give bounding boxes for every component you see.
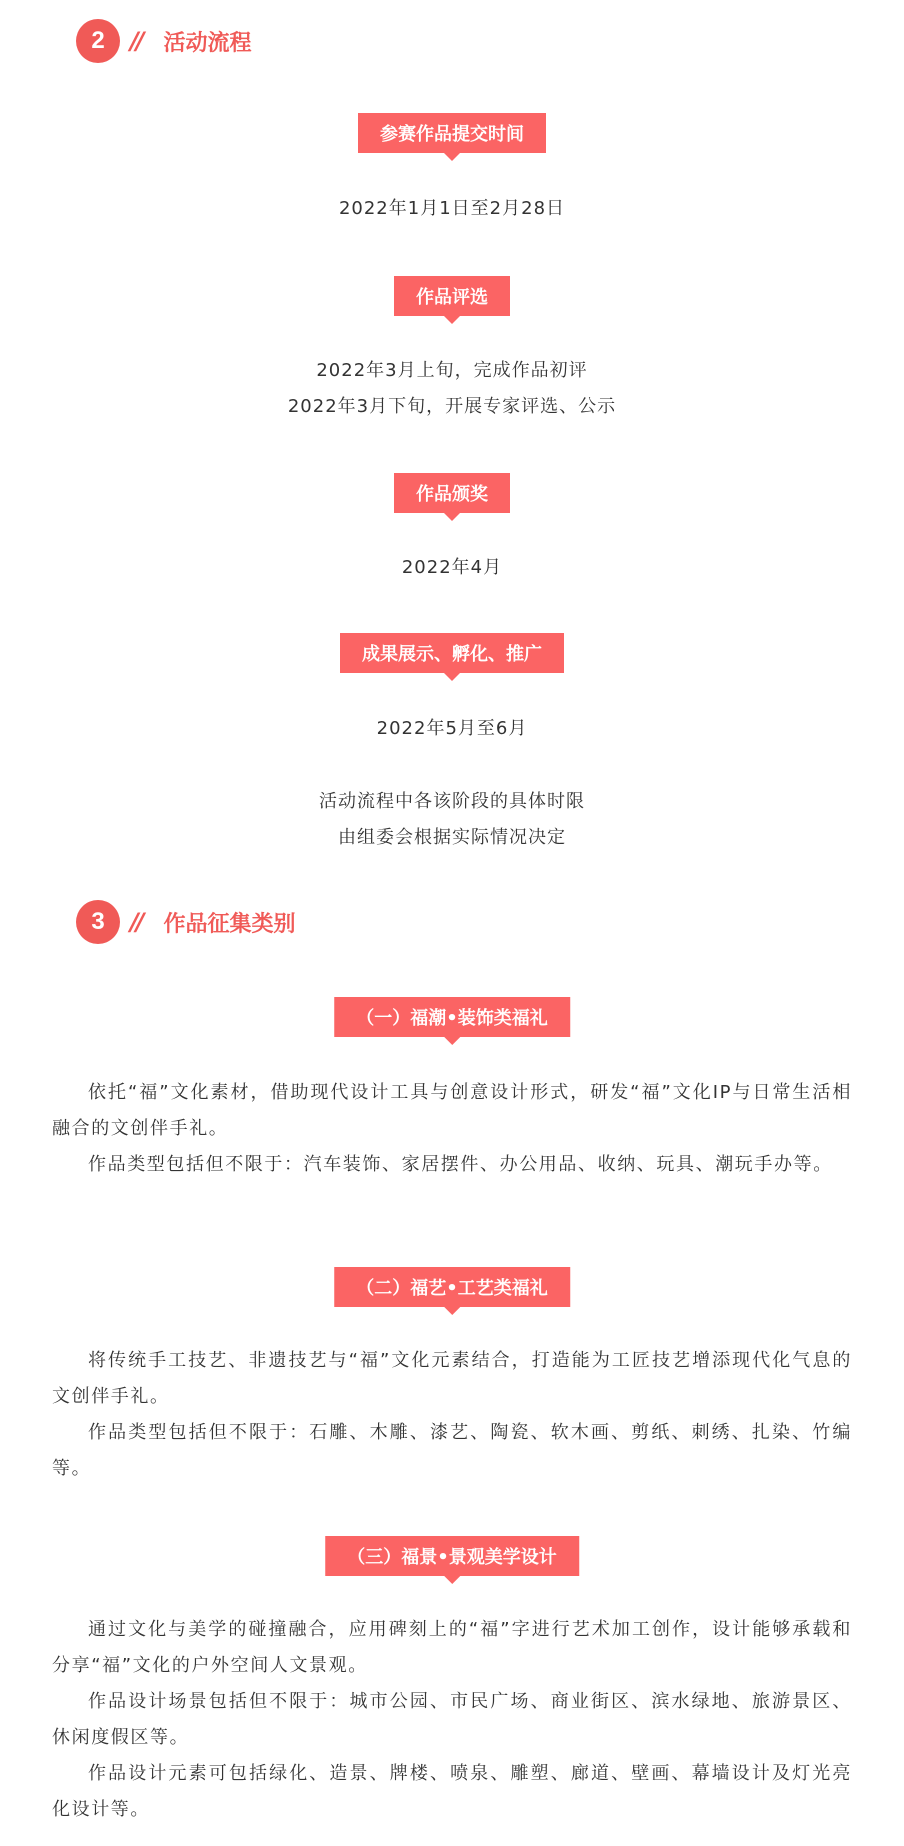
step-date-award: 2022年4月 — [401, 557, 503, 578]
section-title: 活动流程 — [163, 30, 252, 56]
category-tag-landscape: （三）福景•景观美学设计 — [325, 1536, 579, 1576]
category-paragraph: 依托“福”文化素材，借助现代设计工具与创意设计形式，研发“福”文化IP与日常生活相融合的文创伴手礼。 — [52, 1082, 852, 1139]
category-paragraph: 作品设计场景包括但不限于：城市公园、市民广场、商业街区、滨水绿地、旅游景区、休闲度假区等。 — [52, 1691, 852, 1748]
step-date-submission: 2022年1月1日至2月28日 — [338, 198, 566, 219]
process-note-2: 由组委会根据实际情况决定 — [338, 827, 566, 848]
category-tag-craft: （二）福艺•工艺类福礼 — [334, 1267, 570, 1307]
category-paragraph: 作品类型包括但不限于：汽车装饰、家居摆件、办公用品、收纳、玩具、潮玩手办等。 — [88, 1154, 833, 1175]
section-header-categories — [76, 898, 296, 946]
step-date-review-2: 2022年3月下旬，开展专家评选、公示 — [287, 396, 617, 417]
section-title: 作品征集类别 — [163, 911, 296, 937]
category-paragraph: 将传统手工技艺、非遗技艺与“福”文化元素结合，打造能为工匠技艺增添现代化气息的文创伴手礼。 — [52, 1350, 852, 1407]
section-slashes: // — [130, 27, 142, 55]
step-date-review-1: 2022年3月上旬，完成作品初评 — [316, 360, 588, 381]
step-tag-award: 作品颁奖 — [394, 473, 510, 513]
step-date-showcase: 2022年5月至6月 — [376, 718, 528, 739]
section-number-badge: 3 — [76, 900, 120, 944]
section-header-activity-process — [76, 17, 252, 65]
process-note-1: 活动流程中各该阶段的具体时限 — [319, 791, 585, 812]
category-paragraph: 作品类型包括但不限于：石雕、木雕、漆艺、陶瓷、软木画、剪纸、刺绣、扎染、竹编等。 — [52, 1422, 852, 1479]
category-paragraph: 通过文化与美学的碰撞融合，应用碑刻上的“福”字进行艺术加工创作，设计能够承载和分享“福”文化的户外空间人文景观。 — [52, 1619, 852, 1676]
category-tag-decoration: （一）福潮•装饰类福礼 — [334, 997, 570, 1037]
section-number-badge: 2 — [76, 19, 120, 63]
step-tag-submission: 参赛作品提交时间 — [358, 113, 546, 153]
step-tag-showcase: 成果展示、孵化、推广 — [340, 633, 564, 673]
step-tag-review: 作品评选 — [394, 276, 510, 316]
section-slashes: // — [130, 908, 142, 936]
category-paragraph: 作品设计元素可包括绿化、造景、牌楼、喷泉、雕塑、廊道、壁画、幕墙设计及灯光亮化设计等。 — [52, 1763, 852, 1820]
